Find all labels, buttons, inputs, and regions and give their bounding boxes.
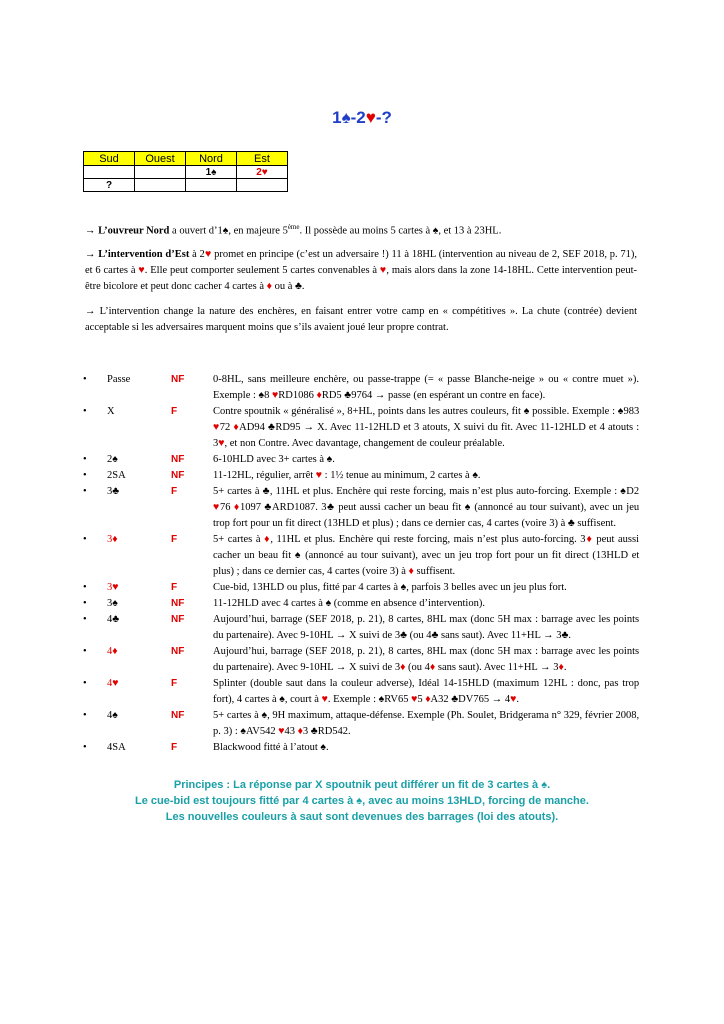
cell-est-1: 2♥: [237, 166, 288, 179]
heart-icon: ♥: [379, 264, 387, 276]
list-item: • Passe NF 0-8HL, sans meilleure enchère, ou passe-trappe (= « passe Blanche-neige » ou « contre muet »). Exemple : ♠8 ♥RD1086 ♦RD5 ♣9764 → passe (en espérant un contre en face).: [83, 374, 640, 401]
list-item: • 3♥ F Cue-bid, 13HLD ou plus, fitté par 4 cartes à ♠, parfois 3 belles avec un jeu plus fort.: [83, 582, 567, 593]
cell-sud-2: ?: [84, 179, 135, 192]
bidding-table: [83, 151, 288, 192]
paragraph-opener: → L’ouvreur Nord a ouvert d’1♠, en majeure 5ème. Il possède au moins 5 cartes à ♠, et 13 à 23HL.: [85, 222, 502, 236]
cell-ouest-2: [135, 179, 186, 192]
header-est: Est: [237, 152, 288, 166]
cell-nord-1: 1♠: [186, 166, 237, 179]
header-ouest: Ouest: [135, 152, 186, 166]
list-item: • 3♣ F 5+ cartes à ♣, 11HL et plus. Enchère qui reste forcing, mais n’est plus auto-forcing. Exemple : ♠D2 ♥76 ♦1097 ♣ARD1087. 3♣ peut aussi cacher un beau fit ♠ (annoncé au tour suivant), avec un jeu trop fort pour un fit direct (13HLD et plus) ; dans ce dernier cas, 4 cartes (voire 3) à ♣ suffisent.: [83, 486, 640, 529]
list-item: • 2SA NF 11-12HL, régulier, arrêt ♥ : 1½ tenue au minimum, 2 cartes à ♠.: [83, 470, 481, 481]
spade-icon: ♠: [432, 225, 439, 236]
principle-line: Les nouvelles couleurs à saut sont devenues des barrages (loi des atouts).: [165, 811, 559, 823]
club-icon: ♣: [295, 280, 302, 292]
cell-nord-2: [186, 179, 237, 192]
bid-list: [83, 372, 639, 756]
cell-ouest-1: [135, 166, 186, 179]
principle-line: Le cue-bid est toujours fitté par 4 cartes à ♠, avec au moins 13HLD, forcing de manche.: [135, 795, 589, 807]
heart-icon: ♥: [138, 264, 145, 276]
list-item: • 4SA F Blackwood fitté à l’atout ♠.: [83, 742, 329, 753]
diamond-icon: ♦: [266, 280, 272, 292]
paragraph-competition: → L’intervention change la nature des enchères, en faisant entrer votre camp en « compétitives ». La chute (contrée) devient acceptable si les adversaires marquent moins que s’ils avaient joué leur propre contrat.: [85, 305, 637, 333]
list-item: • 3♠ NF 11-12HLD avec 4 cartes à ♠ (comme en absence d’intervention).: [83, 598, 485, 609]
header-sud: Sud: [84, 152, 135, 166]
list-item: • 4♠ NF 5+ cartes à ♠, 9H maximum, attaque-défense. Exemple (Ph. Soulet, Bridgerama n° 329, février 2008, p. 3) : ♠AV542 ♥43 ♦3 ♣RD542.: [83, 710, 640, 737]
list-item: • X F Contre spoutnik « généralisé », 8+HL, points dans les autres couleurs, fit ♠ possible. Exemple : ♠983 ♥72 ♦AD94 ♣RD95 → X. Avec 11-12HLD et 3 atouts, X suivi du fit. Avec 11-12HLD et 4 atouts : 3♥, et non Contre. Avec davantage, changement de couleur préalable.: [83, 406, 640, 449]
header-nord: Nord: [186, 152, 237, 166]
list-item: • 3♦ F 5+ cartes à ♦, 11HL et plus. Enchère qui reste forcing, mais n’est plus auto-forcing. 3♦ peut aussi cacher un beau fit ♠ (annoncé au tour suivant), avec un jeu trop fort pour un fit direct (13HLD et plus) ; dans ce dernier cas, 4 cartes (voire 3) à ♦ suffisent.: [83, 534, 640, 577]
list-item: • 4♦ NF Aujourd’hui, barrage (SEF 2018, p. 21), 8 cartes, 8HL max (donc 5H max : barrage avec les points du partenaire). Avec 9-10HL → X suivi de 3♦ (ou 4♦ sans saut). Avec 11+HL → 3♦.: [83, 646, 640, 673]
principle-line: Principes : La réponse par X spoutnik peut différer un fit de 3 cartes à ♠.: [173, 779, 551, 791]
spade-icon: ♠: [341, 108, 351, 127]
principles-block: [0, 777, 724, 825]
heart-icon: ♥: [204, 248, 212, 260]
spade-icon: ♠: [222, 225, 229, 236]
list-item: • 4♣ NF Aujourd’hui, barrage (SEF 2018, p. 21), 8 cartes, 8HL max (donc 5H max : barrage avec les points du partenaire). Avec 9-10HL → X suivi de 3♣ (ou 4♣ sans saut). Avec 11+HL → 3♣.: [83, 614, 640, 641]
heart-icon: ♥: [365, 108, 376, 127]
list-item: • 4♥ F Splinter (double saut dans la couleur adverse), Idéal 14-15HLD (maximum 12HL : donc, pas trop fort), 4 cartes à ♠, court à ♥. Exemple : ♠RV65 ♥5 ♦A32 ♣DV765 → 4♥.: [83, 678, 640, 705]
paragraph-intervention: → L’intervention d’Est à 2♥ promet en principe (c’est un adversaire !) 11 à 18HL (intervention au niveau de 2, SEF 2018, p. 71), et 6 cartes à ♥. Elle peut comporter seulement 5 cartes convenables à ♥, mais alors dans la zone 14-18HL. Cette intervention peut-être bicolore et peut donc cacher 4 cartes à ♦ ou à ♣.: [85, 248, 637, 292]
cell-est-2: [237, 179, 288, 192]
cell-sud-1: [84, 166, 135, 179]
page-title: 1♠-2♥-?: [332, 108, 392, 127]
list-item: • 2♠ NF 6-10HLD avec 3+ cartes à ♠.: [83, 454, 335, 465]
